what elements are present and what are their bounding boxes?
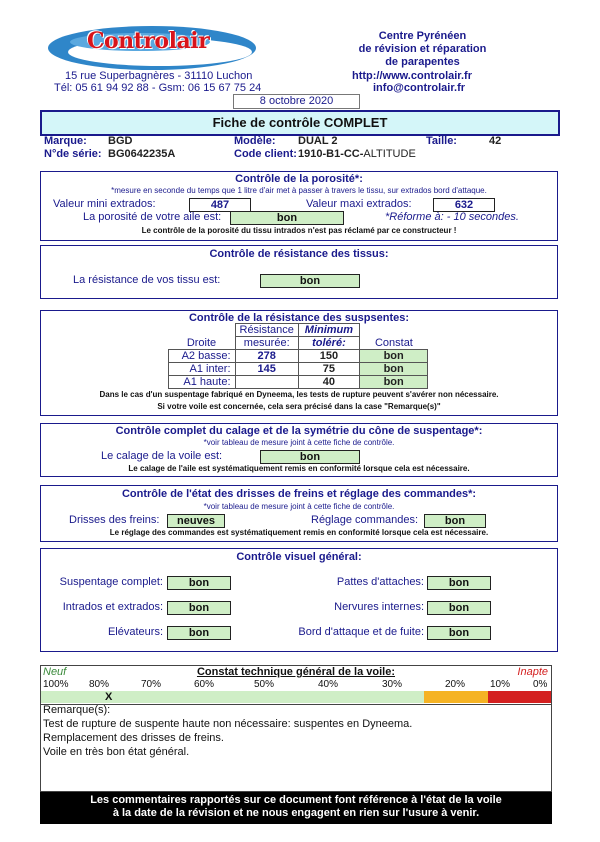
scale-label: 60% xyxy=(194,679,215,690)
porosite-maxi-value: 632 xyxy=(433,198,495,212)
drisses-value: neuves xyxy=(167,514,225,528)
porosite-footer: Le contrôle de la porosité du tissu intrados n'est pas réclamé par ce constructeur ! xyxy=(141,226,457,235)
scale-label: 80% xyxy=(89,679,110,690)
scale-label: 70% xyxy=(141,679,162,690)
scale-label: 50% xyxy=(254,679,275,690)
suspentes-note2: Si votre voile est concernée, cela sera précisé dans la case "Remarque(s)" xyxy=(157,402,441,411)
porosite-note: *mesure en seconde du temps que 1 litre d'air met à passer à travers le tissu, sur extrados bord d'attaque. xyxy=(111,186,487,195)
col-measured-1: Résistance xyxy=(235,324,298,337)
visuel-value: bon xyxy=(427,576,491,590)
row-measured xyxy=(235,376,298,389)
page-title: Fiche de contrôle COMPLET xyxy=(40,110,560,136)
drisses-note: *voir tableau de mesure joint à cette fiche de contrôle. xyxy=(203,502,395,511)
scale-label: 0% xyxy=(533,679,548,690)
logo-text: Controlair xyxy=(87,28,210,54)
porosite-title: Contrôle de la porosité*: xyxy=(235,173,363,185)
remarque-line: Voile en très bon état général. xyxy=(43,746,190,758)
scale-label: 30% xyxy=(382,679,403,690)
porosite-mini-value: 487 xyxy=(189,198,251,212)
scale-label: 10% xyxy=(490,679,511,690)
reglage-value: bon xyxy=(424,514,486,528)
resistance-tissus-section xyxy=(40,245,558,299)
visuel-label: Intrados et extrados: xyxy=(62,601,163,613)
suspentes-note1: Dans le cas d'un suspentage fabriqué en Dyneema, les tests de rupture peuvent s'avérer non nécessaire. xyxy=(99,390,499,399)
row-label: A1 haute: xyxy=(169,376,236,389)
porosite-mini-label: Valeur mini extrados: xyxy=(53,198,156,210)
calage-label: Le calage de la voile est: xyxy=(101,450,223,462)
calage-title: Contrôle complet du calage et de la symétrie du cône de suspentage*: xyxy=(115,425,483,437)
resistance-tissus-result: bon xyxy=(260,274,360,288)
visuel-title: Contrôle visuel général: xyxy=(236,551,362,563)
col-side: Droite xyxy=(186,337,217,349)
col-constat: Constat xyxy=(374,337,413,349)
marque-value: BGD xyxy=(108,135,133,147)
porosite-maxi-label: Valeur maxi extrados: xyxy=(306,198,412,210)
drisses-title: Contrôle de l'état des drisses de freins et réglage des commandes*: xyxy=(121,488,477,500)
resistance-tissus-label: La résistance de vos tissu est: xyxy=(73,274,221,286)
constat-bar-bad xyxy=(488,691,551,703)
row-label: A1 inter: xyxy=(169,363,236,376)
constat-bar-medium xyxy=(424,691,488,703)
scale-label: 100% xyxy=(43,679,69,690)
drisses-section xyxy=(40,485,558,542)
row-min: 150 xyxy=(298,350,359,363)
taille-value: 42 xyxy=(489,135,502,147)
modele-label: Modèle: xyxy=(234,135,276,147)
drisses-label: Drisses des freins: xyxy=(69,514,160,526)
constat-mark: X xyxy=(105,691,113,703)
constat-scale xyxy=(41,679,551,691)
table-row xyxy=(169,363,428,376)
calage-section xyxy=(40,423,558,477)
porosite-reforme: *Réforme à: - 10 secondes. xyxy=(385,211,519,223)
visuel-value: bon xyxy=(167,626,231,640)
visuel-value: bon xyxy=(427,626,491,640)
porosite-result: bon xyxy=(230,211,344,225)
footer-line: Les commentaires rapportés sur ce document font référence à l'état de la voile xyxy=(90,794,502,806)
porosite-result-label: La porosité de votre aile est: xyxy=(83,211,222,223)
taille-label: Taille: xyxy=(426,135,457,147)
row-constat: bon xyxy=(359,363,428,376)
calage-result: bon xyxy=(260,450,360,464)
col-min-1: Minimum xyxy=(298,324,359,337)
row-min: 75 xyxy=(298,363,359,376)
porosite-section xyxy=(40,171,558,241)
visuel-section xyxy=(40,548,558,652)
constat-inapte: Inapte xyxy=(517,666,548,678)
scale-label: 40% xyxy=(318,679,339,690)
client-code: 1910-B1-CC- xyxy=(298,148,364,160)
constat-title: Constat technique général de la voile: xyxy=(196,666,396,678)
visuel-label: Elévateurs: xyxy=(107,626,163,638)
visuel-label: Suspentage complet: xyxy=(59,576,163,588)
remarque-line: Remplacement des drisses de freins. xyxy=(43,732,224,744)
drisses-footer: Le réglage des commandes est systématiquement remis en conformité lorsque cela est nécessaire. xyxy=(109,528,489,537)
visuel-label: Pattes d'attaches: xyxy=(336,576,424,588)
footer-line: à la date de la révision et ne nous engagent en rien sur l'usure à venir. xyxy=(112,807,480,819)
client-value xyxy=(298,148,416,160)
visuel-value: bon xyxy=(427,601,491,615)
address: 15 rue Superbagnères - 31110 Luchon xyxy=(65,70,253,82)
constat-neuf: Neuf xyxy=(43,666,67,678)
date: 8 octobre 2020 xyxy=(233,94,360,109)
visuel-label: Bord d'attaque et de fuite: xyxy=(298,626,424,638)
remarques-title: Remarque(s): xyxy=(43,704,111,716)
visuel-value: bon xyxy=(167,601,231,615)
client-label: Code client: xyxy=(234,148,297,160)
resistance-tissus-title: Contrôle de résistance des tissus: xyxy=(209,248,389,260)
suspentes-section xyxy=(40,310,558,416)
calage-footer: Le calage de l'aile est systématiquement remis en conformité lorsque cela est nécessaire. xyxy=(128,464,470,473)
logo xyxy=(45,22,260,74)
org-line: Centre Pyrénéen xyxy=(378,30,467,42)
reglage-label: Réglage commandes: xyxy=(311,514,419,526)
suspentes-table xyxy=(168,323,428,389)
row-measured: 145 xyxy=(235,363,298,376)
col-min-2: toléré: xyxy=(298,337,359,350)
marque-label: Marque: xyxy=(44,135,87,147)
remarques-section xyxy=(40,703,552,792)
footer-disclaimer xyxy=(40,792,552,824)
website-link[interactable]: http://www.controlair.fr xyxy=(352,70,472,82)
org-line: de parapentes xyxy=(385,56,460,68)
visuel-label: Nervures internes: xyxy=(334,601,424,613)
email-link[interactable]: info@controlair.fr xyxy=(373,82,466,94)
serie-label: N°de série: xyxy=(44,148,102,160)
row-label: A2 basse: xyxy=(169,350,236,363)
row-constat: bon xyxy=(359,350,428,363)
remarque-line: Test de rupture de suspente haute non nécessaire: suspentes en Dyneema. xyxy=(43,718,413,730)
table-row xyxy=(169,376,428,389)
row-min: 40 xyxy=(298,376,359,389)
phones: Tél: 05 61 94 92 88 - Gsm: 06 15 67 75 24 xyxy=(54,82,262,94)
client-name: ALTITUDE xyxy=(363,148,416,160)
row-constat: bon xyxy=(359,376,428,389)
suspentes-title: Contrôle de la résistance des suspsentes: xyxy=(188,312,410,324)
table-row xyxy=(169,350,428,363)
row-measured: 278 xyxy=(235,350,298,363)
org-line: de révision et réparation xyxy=(358,43,487,55)
calage-note: *voir tableau de mesure joint à cette fiche de contrôle. xyxy=(203,438,395,447)
org-name xyxy=(340,30,505,69)
visuel-value: bon xyxy=(167,576,231,590)
col-measured-2: mesurée: xyxy=(235,337,298,350)
modele-value: DUAL 2 xyxy=(298,135,338,147)
constat-section xyxy=(40,665,552,705)
constat-bar-good xyxy=(41,691,424,703)
scale-label: 20% xyxy=(445,679,466,690)
serie-value: BG0642235A xyxy=(108,148,176,160)
